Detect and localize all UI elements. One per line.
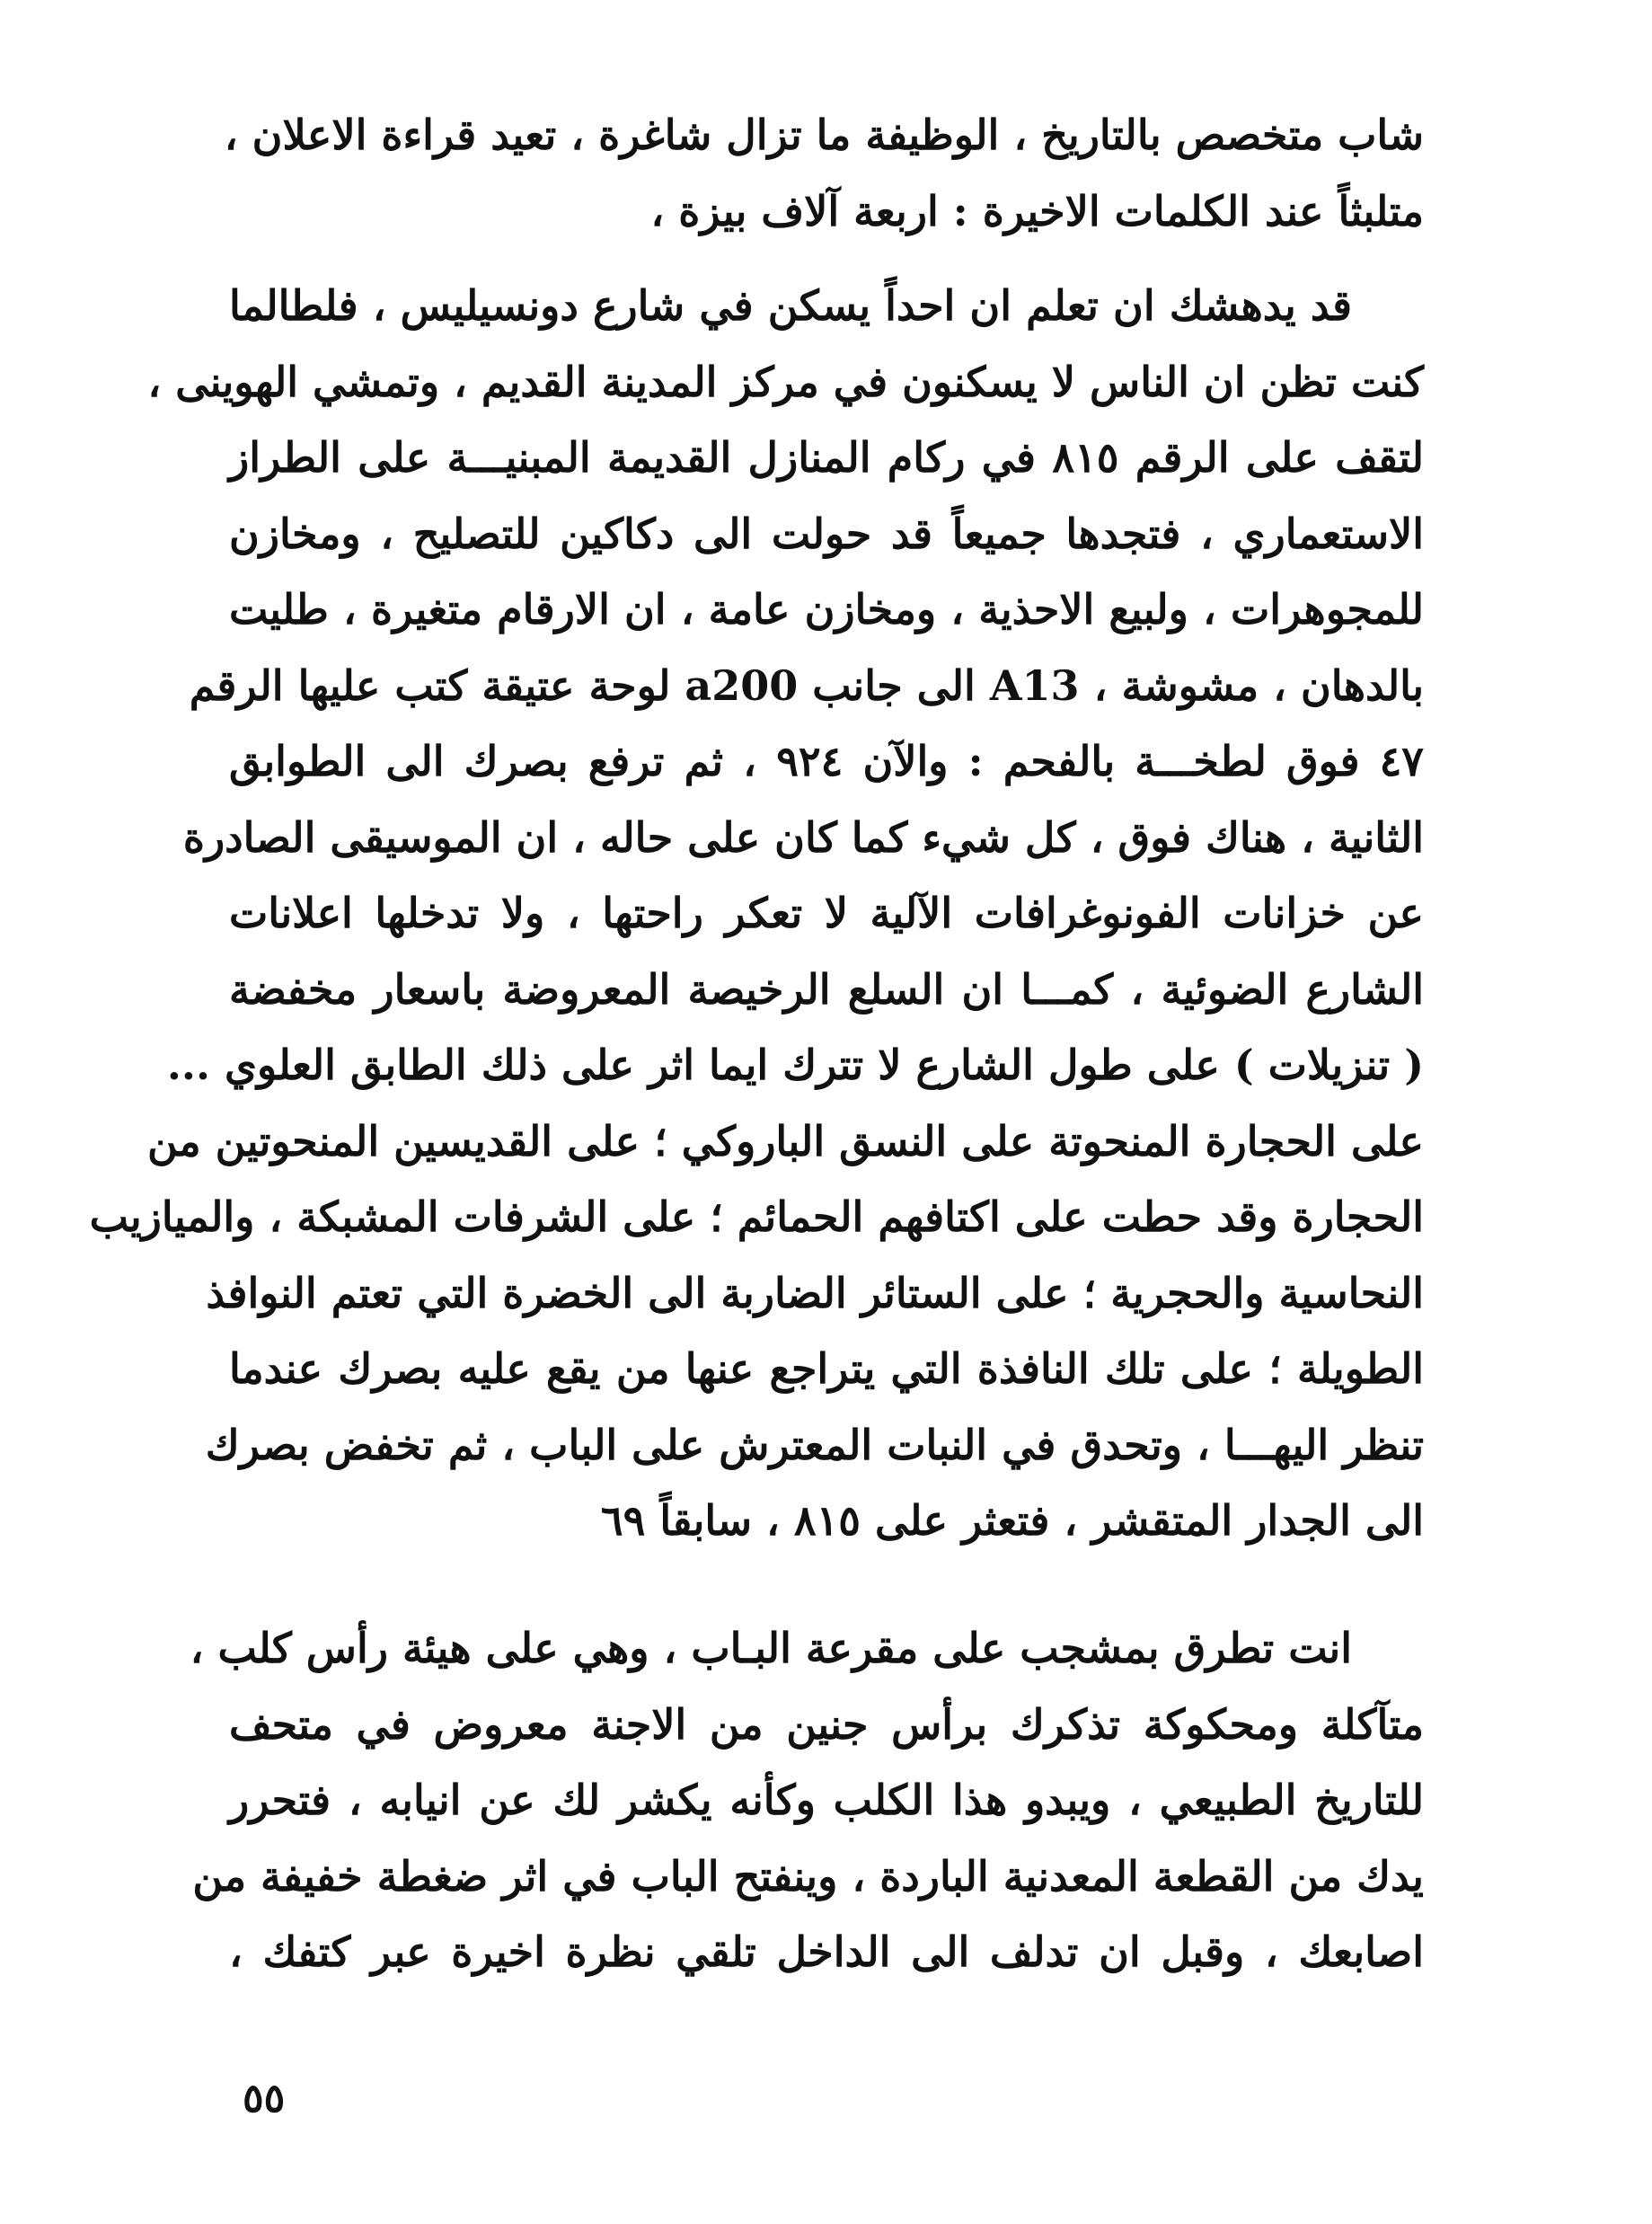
text-line: الثانية ، هناك فوق ، كل شيء كما كان على حاله ، ان الموسيقى الصادرة	[182, 812, 1424, 862]
text-line: يدك من القطعة المعدنية الباردة ، وينفتح الباب في اثر ضغطة خفيفة من	[192, 1851, 1424, 1901]
paragraph-closing	[190, 1610, 1424, 1990]
text-line: كنت تظن ان الناس لا يسكنون في مركز المدينة القديم ، وتمشي الهوينى ،	[147, 357, 1424, 406]
text-line: شاب متخصص بالتاريخ ، الوظيفة ما تزال شاغرة ، تعيد قراءة الاعلان ،	[224, 111, 1424, 159]
text-line: الى الجدار المتقشر ، فتعثر على ٨١٥ ، سابقاً ٦٩	[600, 1496, 1424, 1545]
text-line: النحاسية والحجرية ؛ على الستائر الضاربة الى الخضرة التي تعتم النوافذ	[206, 1268, 1424, 1317]
text-line: الطويلة ؛ على تلك النافذة التي يتراجع عنها من يقع عليه بصرك عندما	[229, 1344, 1424, 1393]
text-line: للتاريخ الطبيعي ، ويبدو هذا الكلب وكأنه يكشر لك عن انيابه ، فتحرر	[229, 1776, 1424, 1824]
text-line: متآكلة ومحكوكة تذكرك برأس جنين من الاجنة معروض في متحف	[229, 1699, 1424, 1749]
text-line: انت تطرق بمشجب على مقرعة البـاب ، وهي على هيئة رأس كلب ،	[190, 1624, 1352, 1672]
page-number: ٥٥	[243, 2076, 286, 2122]
text-line: الحجارة وقد حطت على اكتافهم الحمائم ؛ على الشرفات المشبكة ، والميازيب	[89, 1192, 1424, 1241]
text-line: متلبثاً عند الكلمات الاخيرة : اربعة آلاف بيزة ،	[650, 186, 1424, 235]
text-line: الاستعماري ، فتجدها جميعاً قد حولت الى دكاكين للتصليح ، ومخازن	[229, 509, 1425, 558]
text-line: لتقف على الرقم ٨١٥ في ركام المنازل القديمة المبنيـــة على الطراز	[229, 433, 1424, 482]
paragraph-main	[89, 268, 1425, 1559]
text-line: قد يدهشك ان تعلم ان احداً يسكن في شارع دونسيليس ، فلطالما	[229, 281, 1352, 330]
text-line: للمجوهرات ، ولبيع الاحذية ، ومخازن عامة ، ان الارقام متغيرة ، طليت	[229, 585, 1424, 634]
text-line: على الحجارة المنحوتة على النسق الباروكي ؛ على القديسين المنحوتين من	[147, 1116, 1424, 1165]
text-line: ( تنزيلات ) على طول الشارع لا تترك ايما اثر على ذلك الطابق العلوي ...	[166, 1041, 1424, 1089]
text-line: بالدهان ، مشوشة ، A13 الى جانب a200 لوحة عتيقة كتب عليها الرقم	[189, 660, 1424, 710]
text-line: تنظر اليهـــا ، وتحدق في النبات المعترش على الباب ، ثم تخفض بصرك	[205, 1420, 1424, 1469]
text-line: الشارع الضوئية ، كمـــا ان السلع الرخيصة المعروضة باسعار مخفضة	[229, 964, 1424, 1014]
paragraph-intro	[224, 97, 1424, 249]
text-line: ٤٧ فوق لطخـــة بالفحم : والآن ٩٢٤ ، ثم ترفع بصرك الى الطوابق	[229, 737, 1425, 785]
text-line: اصابعك ، وقبل ان تدلف الى الداخل تلقي نظرة اخيرة عبر كتفك ،	[229, 1927, 1424, 1976]
text-line: عن خزانات الفونوغرافات الآلية لا تعكر راحتها ، ولا تدخلها اعلانات	[229, 889, 1424, 937]
